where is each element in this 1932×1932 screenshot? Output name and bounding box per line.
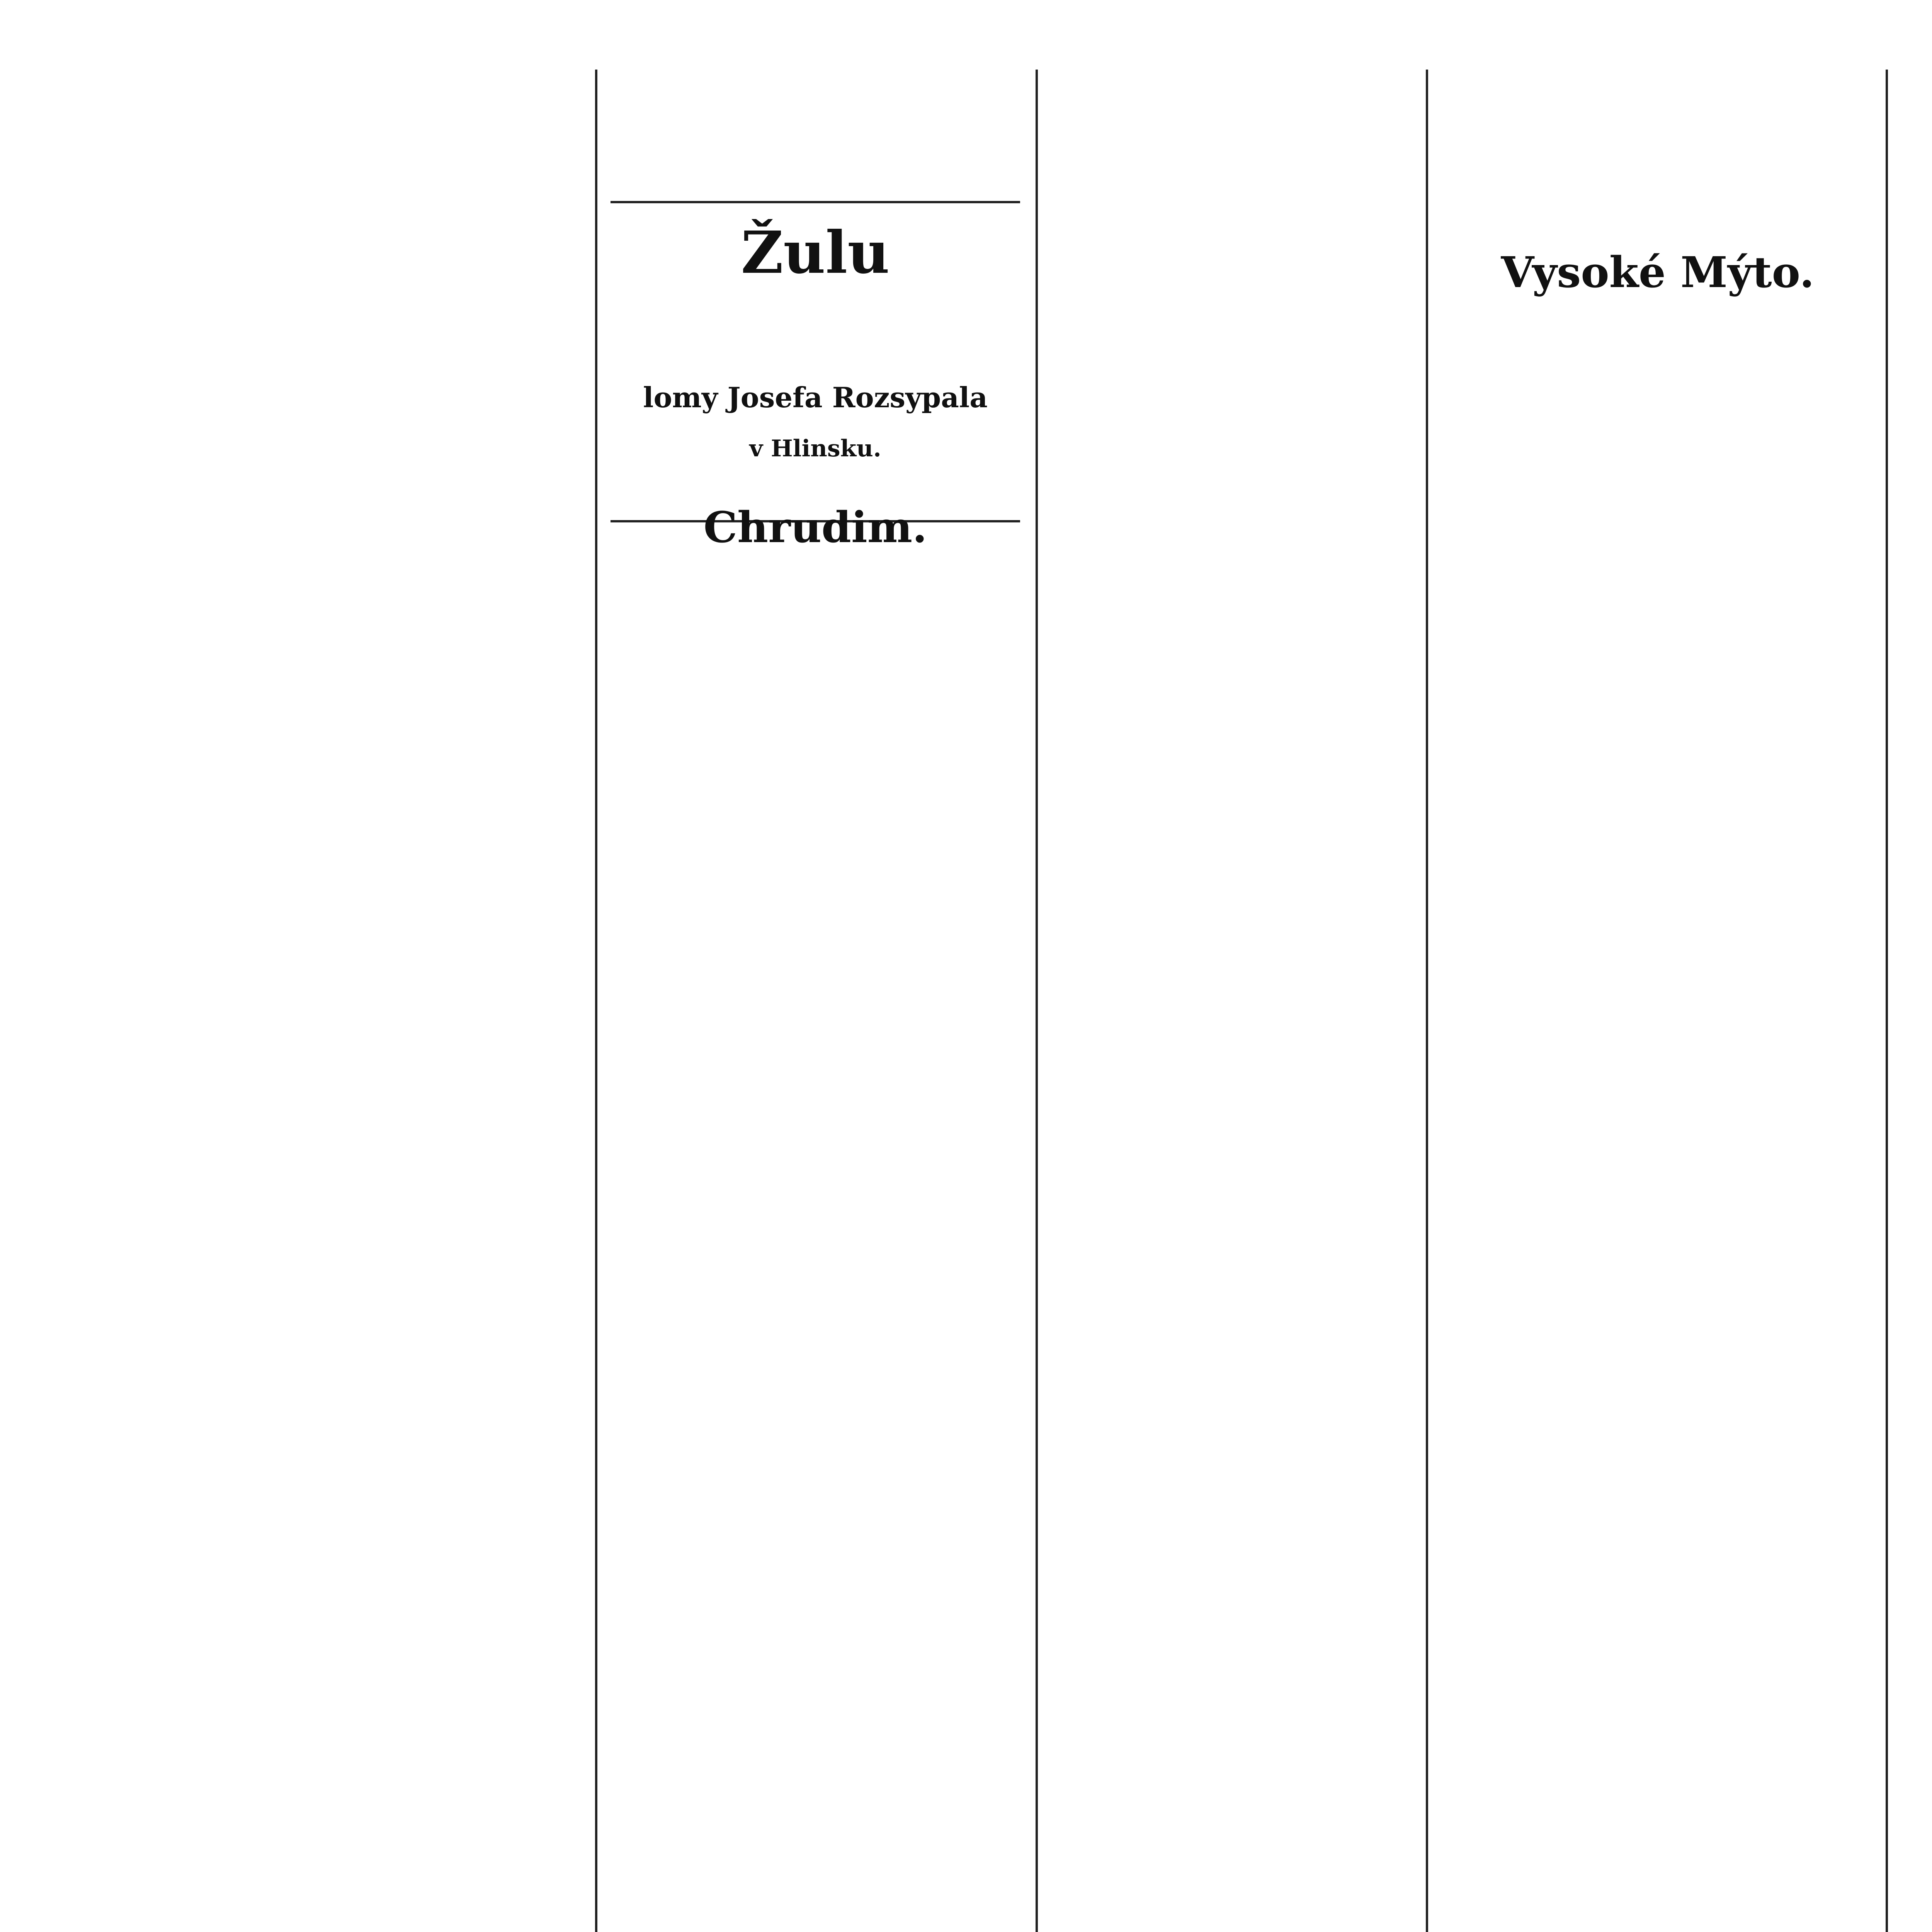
section-heading-chrudim: Chrudim. [703, 502, 927, 552]
column-rule [1036, 70, 1038, 1932]
section-heading-vysoke-myto: Vysoké Mýto. [1501, 247, 1815, 297]
ad-company: lomy Josefa Rozsypala [643, 381, 988, 414]
granite-ad [611, 201, 1020, 522]
ad-place: v Hlinsku. [749, 435, 881, 462]
column-rule [595, 70, 597, 1932]
ad-title: Žulu [741, 219, 890, 287]
column-rule [1426, 70, 1428, 1932]
column-rule [1886, 70, 1888, 1932]
